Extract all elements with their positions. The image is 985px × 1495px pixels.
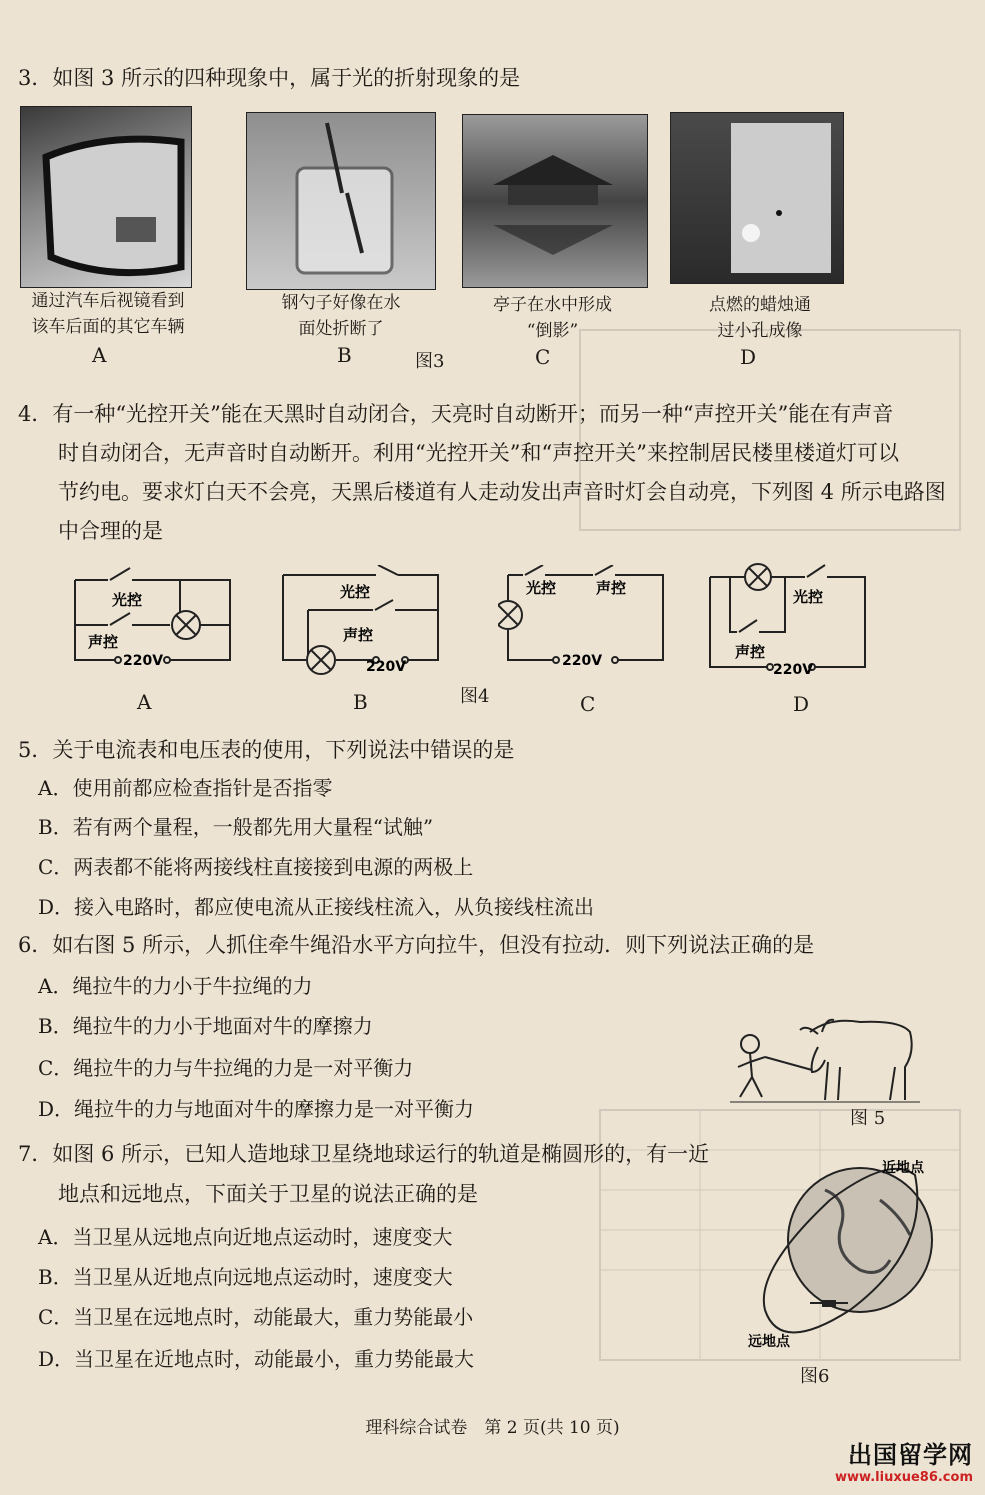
- q3-photo-d-candle: [670, 112, 844, 284]
- q4-d-light-label: 光控: [793, 588, 824, 606]
- q7-option-c: C．当卫星在远地点时，动能最大，重力势能最小: [38, 1305, 474, 1329]
- page-footer: 理科综合试卷 第 2 页(共 10 页): [365, 1418, 620, 1438]
- q4-letter-b: B: [353, 690, 368, 714]
- q7-figure-satellite-orbit: [740, 1160, 950, 1364]
- q4-letter-d: D: [793, 692, 810, 716]
- q6-stem: 6．如右图 5 所示，人抓住牵牛绳沿水平方向拉牛，但没有拉动．则下列说法正确的是: [18, 933, 815, 957]
- q4-c-light-label: 光控: [526, 579, 557, 597]
- q4-circuit-d: [705, 562, 870, 681]
- q7-figure-label: 图6: [800, 1366, 830, 1387]
- q4-line-1: 4．有一种“光控开关”能在天黑时自动闭合，天亮时自动断开；而另一种“声控开关”能在有声音: [18, 402, 894, 426]
- q4-line-2: 时自动闭合，无声音时自动断开。利用“光控开关”和“声控开关”来控制居民楼里楼道灯可以: [58, 441, 899, 465]
- q5-option-d: D．接入电路时，都应使电流从正接线柱流入，从负接线柱流出: [38, 895, 595, 919]
- q5-option-c: C．两表都不能将两接线柱直接接到电源的两极上: [38, 855, 474, 879]
- q7-line-1: 7．如图 6 所示，已知人造地球卫星绕地球运行的轨道是椭圆形的，有一近: [18, 1142, 710, 1166]
- q3-photo-b-spoon: [246, 112, 436, 290]
- watermark-url: www.liuxue86.com: [835, 1470, 973, 1485]
- q3-letter-c: C: [535, 345, 551, 369]
- q6-option-c: C．绳拉牛的力与牛拉绳的力是一对平衡力: [38, 1056, 414, 1080]
- q4-d-voltage: 220V: [773, 662, 814, 677]
- q6-option-b: B．绳拉牛的力小于地面对牛的摩擦力: [38, 1014, 373, 1038]
- q3-caption-b: 钢勺子好像在水 面处折断了: [281, 293, 401, 339]
- q3-stem: 3．如图 3 所示的四种现象中，属于光的折射现象的是: [18, 66, 521, 90]
- q6-option-d: D．绳拉牛的力与地面对牛的摩擦力是一对平衡力: [38, 1097, 475, 1121]
- q4-a-light-label: 光控: [112, 591, 143, 609]
- q6-option-a: A．绳拉牛的力小于牛拉绳的力: [38, 974, 313, 998]
- q7-near-label: 近地点: [882, 1160, 924, 1176]
- q4-b-voltage: 220V: [366, 659, 407, 675]
- q4-b-sound-label: 声控: [343, 626, 374, 644]
- watermark-name: 出国留学网: [848, 1441, 973, 1469]
- q6-figure-man-pulling-cow: [730, 1012, 920, 1111]
- q3-letter-d: D: [740, 345, 757, 369]
- q4-circuit-a: [70, 565, 235, 679]
- q3-letter-b: B: [337, 343, 352, 367]
- q4-c-voltage: 220V: [562, 653, 603, 669]
- q4-circuit-b: [278, 565, 448, 679]
- q4-a-voltage: 220V: [123, 653, 164, 669]
- q3-photo-a-mirror: [20, 106, 192, 288]
- q7-far-label: 远地点: [748, 1334, 790, 1350]
- q3-figure-label: 图3: [415, 351, 445, 372]
- watermark: [835, 1435, 973, 1485]
- q3-letter-a: A: [92, 343, 107, 367]
- q7-option-a: A．当卫星从远地点向近地点运动时，速度变大: [38, 1225, 453, 1249]
- q5-stem: 5．关于电流表和电压表的使用，下列说法中错误的是: [18, 738, 515, 762]
- q4-circuit-c: [498, 565, 673, 679]
- q3-photo-c-pavilion: [462, 114, 648, 288]
- q4-d-sound-label: 声控: [735, 643, 766, 661]
- q4-line-4: 中合理的是: [58, 519, 163, 543]
- q7-option-d: D．当卫星在近地点时，动能最小，重力势能最大: [38, 1347, 475, 1371]
- q7-line-2: 地点和远地点，下面关于卫星的说法正确的是: [58, 1182, 478, 1206]
- q3-caption-a: 通过汽车后视镜看到 该车后面的其它车辆: [31, 291, 185, 337]
- q4-letter-a: A: [137, 690, 152, 714]
- q4-c-sound-label: 声控: [596, 579, 627, 597]
- q3-caption-d: 点燃的蜡烛通 过小孔成像: [709, 295, 811, 341]
- q4-letter-c: C: [580, 692, 596, 716]
- q4-a-sound-label: 声控: [88, 633, 119, 651]
- q4-figure-label: 图4: [460, 686, 490, 707]
- q4-line-3: 节约电。要求灯白天不会亮，天黑后楼道有人走动发出声音时灯会自动亮，下列图 4 所示电路图: [58, 480, 946, 504]
- q3-caption-c: 亭子在水中形成 “倒影”: [493, 295, 612, 341]
- q5-option-a: A．使用前都应检查指针是否指零: [38, 776, 333, 800]
- q5-option-b: B．若有两个量程，一般都先用大量程“试触”: [38, 815, 434, 839]
- q6-figure-label: 图 5: [850, 1108, 886, 1129]
- q7-option-b: B．当卫星从近地点向远地点运动时，速度变大: [38, 1265, 453, 1289]
- q4-b-light-label: 光控: [340, 583, 371, 601]
